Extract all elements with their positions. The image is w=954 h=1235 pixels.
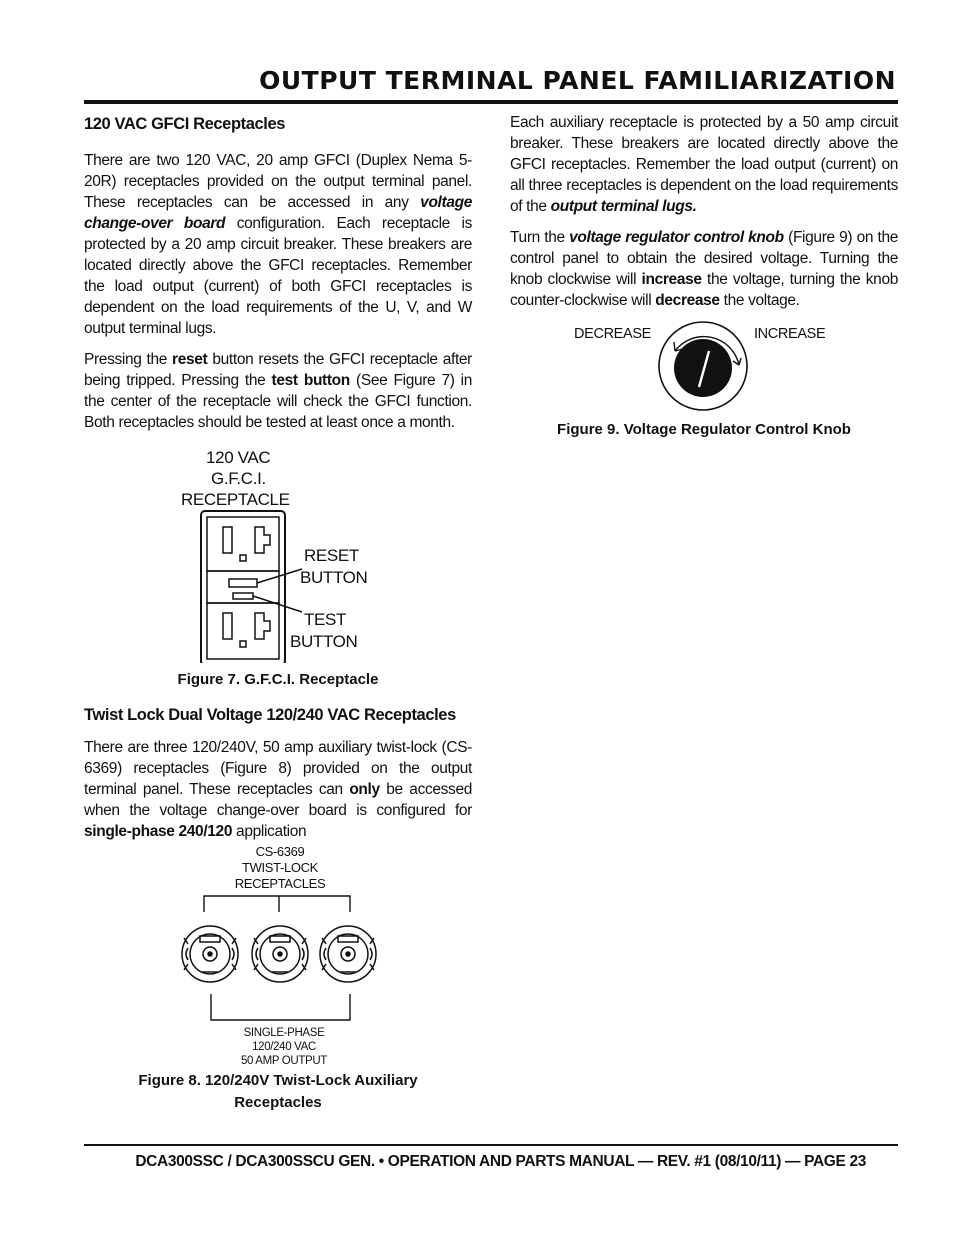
reset-button-label: RESET	[304, 546, 359, 565]
caption-line: Figure 8. 120/240V Twist-Lock Auxiliary	[138, 1072, 418, 1089]
page-title: OUTPUT TERMINAL PANEL FAMILIARIZATION	[259, 66, 896, 95]
twistlock-paragraph	[84, 737, 472, 842]
text-run: the voltage, turning the knob counter-clockwise will	[510, 271, 898, 309]
figure-7-caption: Figure 7. G.F.C.I. Receptacle	[177, 671, 379, 688]
figure-label: G.F.C.I.	[211, 469, 266, 488]
text-run: There are three 120/240V, 50 amp auxiliary twist-lock (CS-6369) receptacles (Figure 8) provided on the output terminal panel. These receptacles can	[84, 739, 472, 798]
figure-label: TWIST-LOCK	[242, 860, 318, 875]
text-run: There are two 120 VAC, 20 amp GFCI (Duplex Nema 5-20R) receptacles provided on the output terminal panel. These receptacles can be accessed in any	[84, 152, 472, 211]
text-run: be accessed when the voltage change-over board is configured for	[84, 781, 472, 819]
voltage-knob-icon	[659, 322, 747, 410]
text-emphasis: decrease	[655, 292, 720, 309]
text-emphasis: reset	[172, 351, 208, 368]
caption-line: Receptacles	[234, 1094, 322, 1111]
text-emphasis: only	[349, 781, 380, 798]
text-run: Turn the	[510, 229, 570, 246]
twistlock-receptacle-icon	[320, 926, 376, 982]
twistlock-receptacles-figure	[84, 844, 472, 1066]
gfci-heading: 120 VAC GFCI Receptacles	[84, 115, 286, 133]
gfci-paragraph-1	[84, 150, 472, 339]
decrease-label: DECREASE	[574, 326, 651, 342]
knob-paragraph	[510, 227, 898, 311]
figure-label: RECEPTACLES	[234, 876, 326, 891]
twistlock-receptacle-icon	[252, 926, 308, 982]
text-run: application	[232, 823, 307, 840]
test-button-label: BUTTON	[290, 632, 358, 651]
footer-rule	[84, 1144, 898, 1146]
auxiliary-paragraph	[510, 112, 898, 217]
gfci-receptacle-icon	[201, 511, 302, 663]
text-run: button resets the GFCI receptacle after being tripped. Pressing the	[84, 351, 472, 389]
gfci-receptacle-figure	[84, 443, 472, 663]
header-rule	[84, 100, 898, 104]
text-emphasis: test button	[271, 372, 350, 389]
twistlock-heading: Twist Lock Dual Voltage 120/240 VAC Receptacles	[84, 706, 456, 724]
figure-9-caption: Figure 9. Voltage Regulator Control Knob	[557, 421, 851, 438]
figure-label: CS-6369	[255, 844, 305, 859]
text-emphasis: increase	[641, 271, 702, 288]
figure-label: 120 VAC	[206, 448, 271, 467]
left-column	[84, 112, 472, 1114]
figure-label: SINGLE-PHASE	[243, 1027, 325, 1039]
text-emphasis: voltage regulator control knob	[569, 229, 784, 246]
twistlock-receptacle-icon	[182, 926, 238, 982]
page-footer: DCA300SSC / DCA300SSCU GEN. • OPERATION AND PARTS MANUAL — REV. #1 (08/10/11) — PAGE 23	[135, 1153, 866, 1170]
figure-label: 50 AMP OUTPUT	[241, 1055, 327, 1066]
reset-button-label: BUTTON	[300, 568, 368, 587]
gfci-paragraph-2	[84, 349, 472, 433]
increase-label: INCREASE	[754, 326, 826, 342]
right-column	[510, 112, 898, 441]
test-button-label: TEST	[304, 610, 347, 629]
text-run: (Figure 9) on the control panel to obtain the desired voltage. Turning the knob clockwise will	[510, 229, 898, 288]
text-emphasis: single-phase 240/120	[84, 823, 233, 840]
text-emphasis: voltage change-over board	[84, 194, 472, 232]
text-run: configuration. Each receptacle is protected by a 20 amp circuit breaker. These breakers are located directly above the GFCI receptacles. Remember the load output (current) of both GFCI receptacles is dependent on the load requirements of the U, V, and W output terminal lugs.	[84, 215, 472, 337]
figure-8-caption	[84, 1070, 472, 1114]
text-run: the voltage.	[719, 292, 800, 309]
text-emphasis: output terminal lugs.	[550, 198, 697, 215]
text-run: Pressing the	[84, 351, 173, 368]
figure-label: RECEPTACLE	[181, 490, 290, 509]
voltage-knob-figure	[510, 321, 898, 413]
figure-label: 120/240 VAC	[252, 1041, 316, 1053]
text-run: Each auxiliary receptacle is protected by a 50 amp circuit breaker. These breakers are located directly above the GFCI receptacles. Remember the load output (current) on all three receptacles is dependent on the load requirements of the	[510, 114, 898, 215]
text-run: (See Figure 7) in the center of the receptacle will check the GFCI function. Both receptacles should be tested at least once a month.	[84, 372, 473, 431]
